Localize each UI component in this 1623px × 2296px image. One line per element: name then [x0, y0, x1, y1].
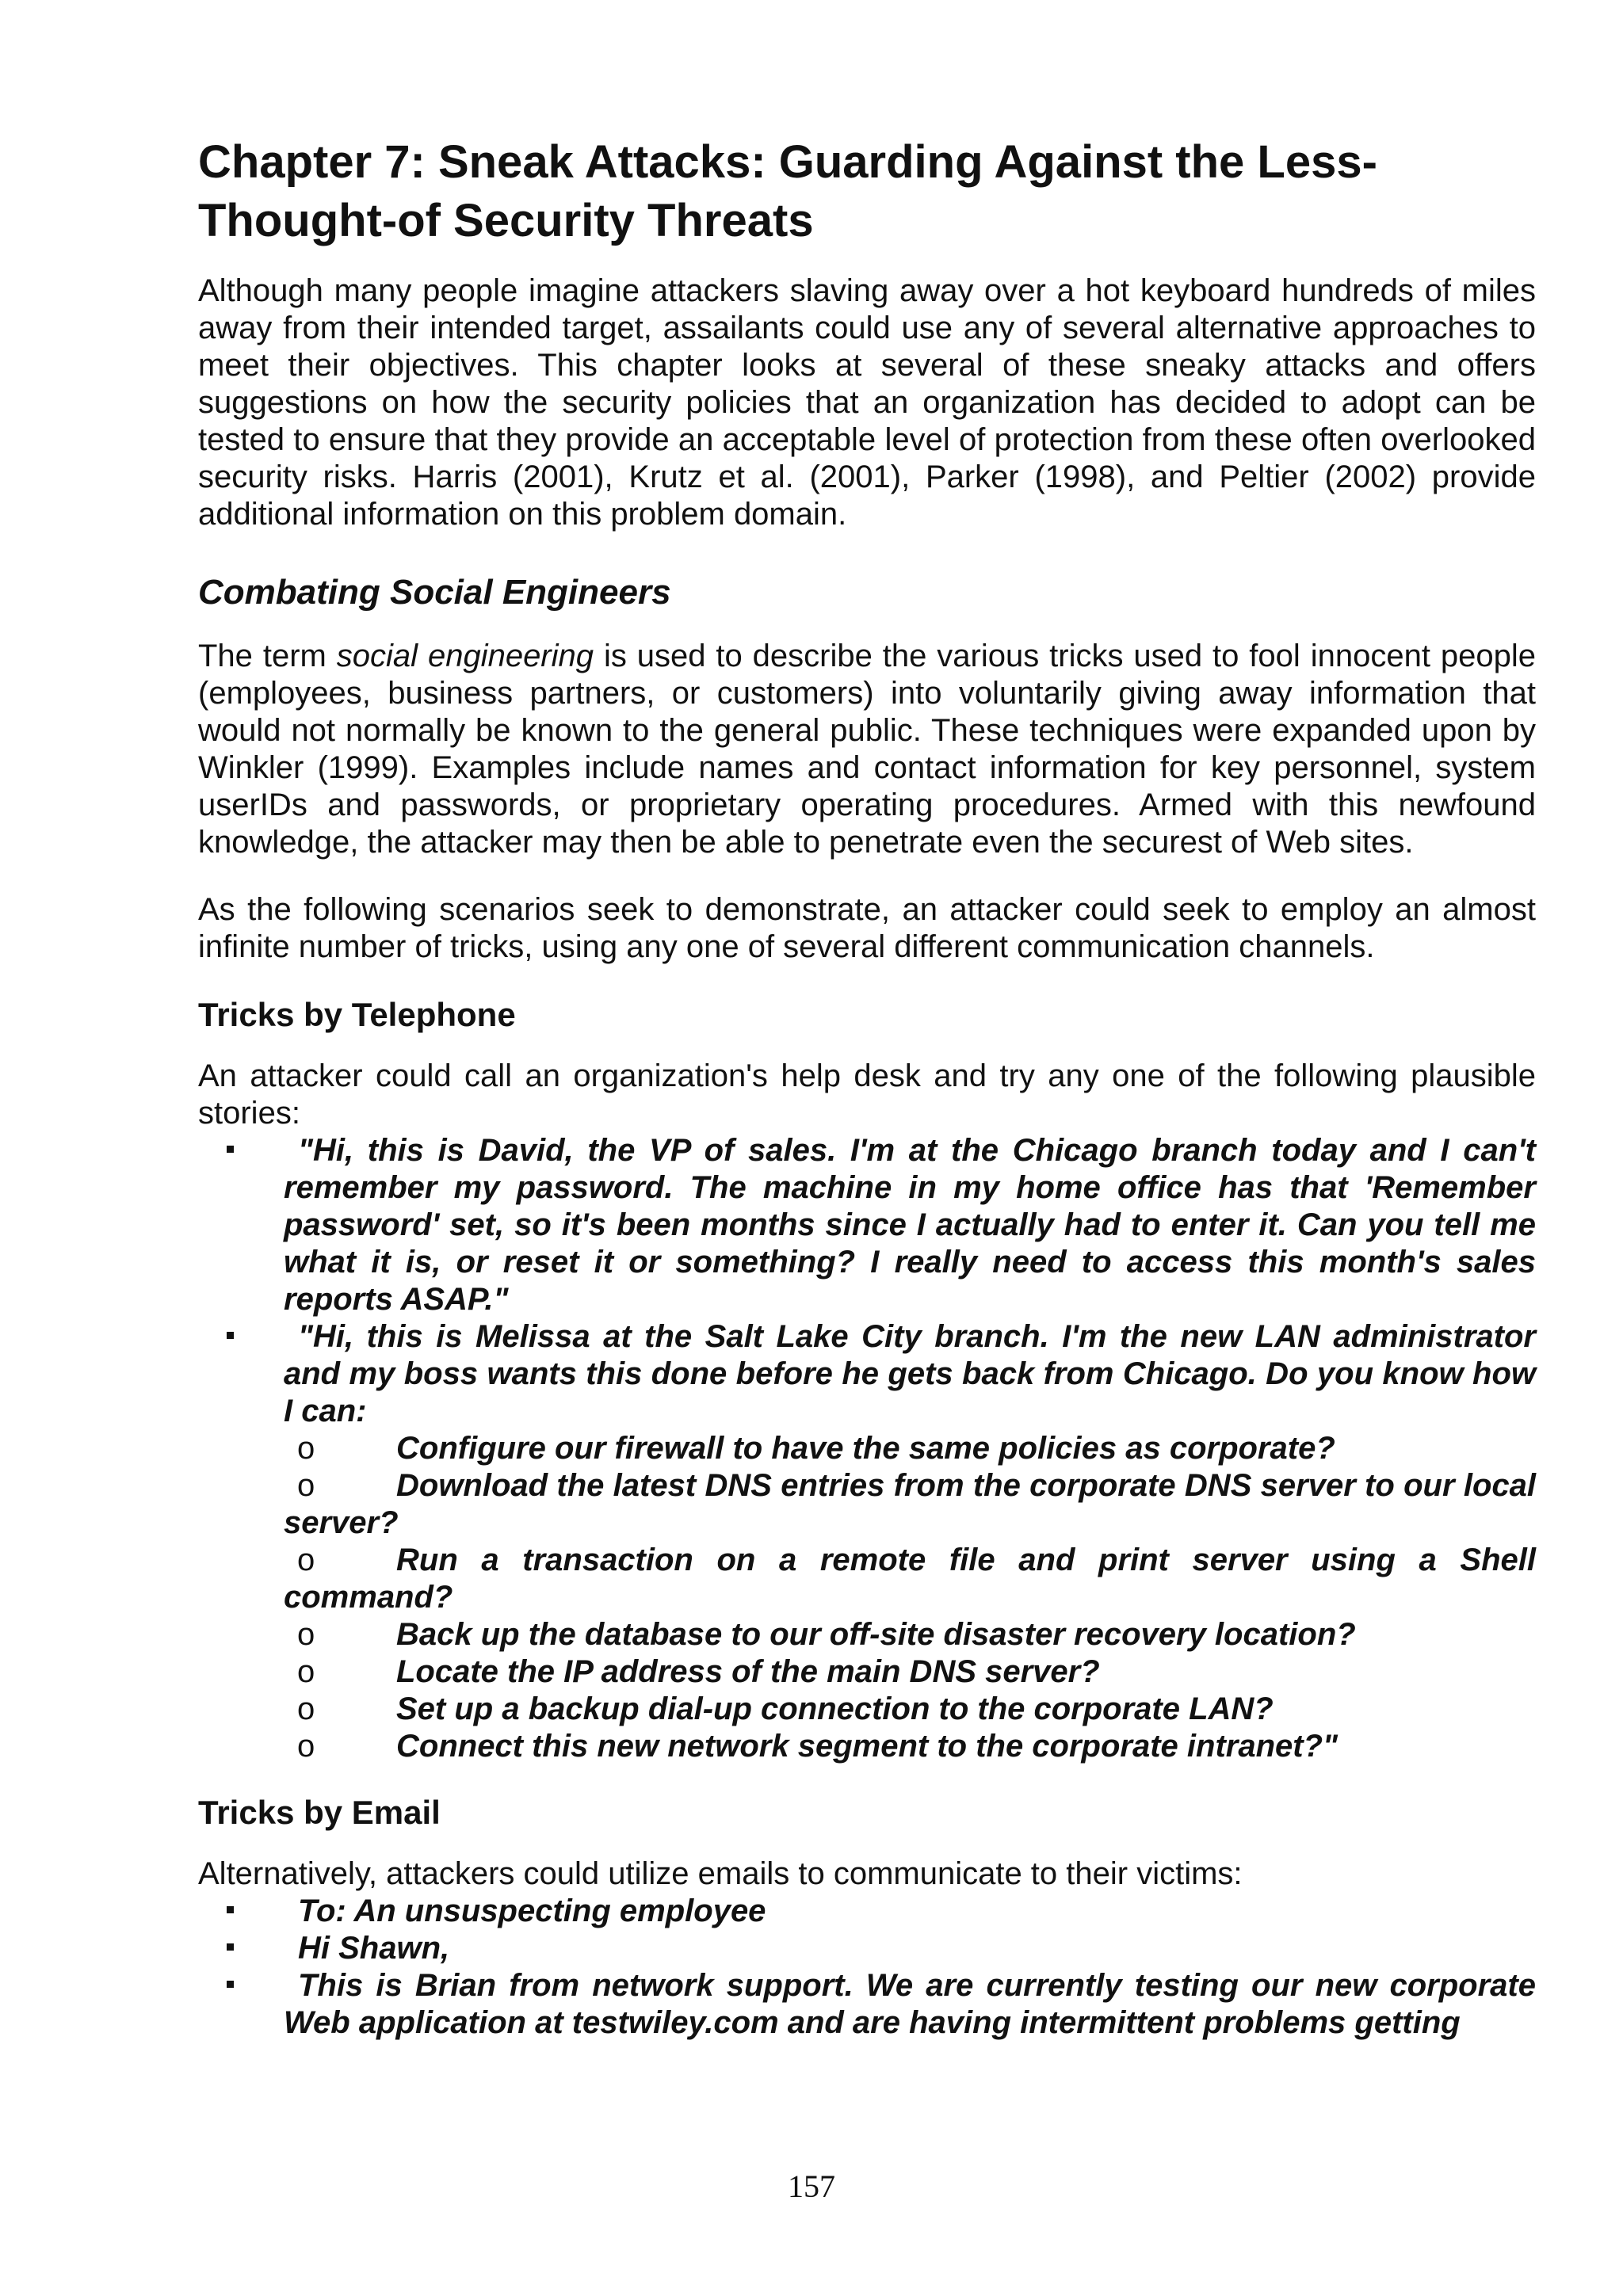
quote-text: "Hi, this is Melissa at the Salt Lake City branch. I'm the new LAN administrator and my boss wants this done before he gets back from Chicago. Do you know how I can:: [284, 1319, 1536, 1428]
chapter-title-line-2: Thought-of Security Threats: [198, 195, 814, 246]
circle-bullet-icon: o: [297, 1729, 315, 1764]
sub-item-text: Locate the IP address of the main DNS server?: [396, 1654, 1100, 1689]
square-bullet-icon: [227, 1906, 234, 1913]
page-content: [198, 133, 1536, 2042]
intro-paragraph: Although many people imagine attackers slaving away over a hot keyboard hundreds of miles away from their intended target, assailants could use any of several alternative approaches to meet their objectives. This chapter looks at several of these sneaky attacks and offers suggestions on how the security policies that an organization has decided to adopt can be tested to ensure that they provide an acceptable level of protection from these often overlooked security risks. Harris (2001), Krutz et al. (2001), Parker (1998), and Peltier (2002) provide additional information on this problem domain.: [198, 273, 1536, 532]
list-item: [198, 1132, 1536, 1318]
telephone-quote-list: [198, 1132, 1536, 1430]
social-engineering-paragraph: [198, 638, 1536, 861]
list-item: [198, 1967, 1536, 2042]
subheading-telephone: Tricks by Telephone: [198, 996, 516, 1033]
social-engineering-term: social engineering: [336, 639, 594, 673]
sub-item-text: Back up the database to our off-site disaster recovery location?: [396, 1617, 1356, 1652]
circle-bullet-icon: o: [297, 1617, 315, 1652]
email-item-text: This is Brian from network support. We are currently testing our new corporate Web application at testwiley.com and are having intermittent problems getting: [284, 1968, 1536, 2040]
circle-bullet-icon: o: [297, 1468, 315, 1503]
section-heading-social-engineers: Combating Social Engineers: [198, 573, 671, 612]
list-item: [198, 1893, 1536, 1930]
list-item: [198, 1653, 1536, 1691]
email-item-text: Hi Shawn,: [298, 1931, 450, 1966]
square-bullet-icon: [227, 1146, 234, 1153]
circle-bullet-icon: o: [297, 1654, 315, 1689]
list-item: [198, 1430, 1536, 1467]
quote-text: "Hi, this is David, the VP of sales. I'm at the Chicago branch today and I can't remember my password. The machine in my home office has that 'Remember password' set, so it's been months since I actually had to enter it. Can you tell me what it is, or reset it or something? I really need to access this month's sales reports ASAP.": [284, 1133, 1536, 1317]
list-item: [198, 1728, 1536, 1765]
email-list: [198, 1893, 1536, 2042]
square-bullet-icon: [227, 1332, 234, 1339]
sub-item-text: Download the latest DNS entries from the corporate DNS server to our local server?: [284, 1468, 1536, 1540]
circle-bullet-icon: o: [297, 1431, 315, 1466]
telephone-intro: An attacker could call an organization's help desk and try any one of the following plausible stories:: [198, 1058, 1536, 1131]
sub-item-text: Configure our firewall to have the same policies as corporate?: [396, 1431, 1335, 1466]
email-intro: Alternatively, attackers could utilize emails to communicate to their victims:: [198, 1856, 1243, 1891]
list-item: [198, 1691, 1536, 1728]
page-number: 157: [788, 2168, 835, 2204]
telephone-sub-list: [198, 1430, 1536, 1765]
circle-bullet-icon: o: [297, 1543, 315, 1577]
list-item: [198, 1318, 1536, 1430]
square-bullet-icon: [227, 1981, 234, 1988]
list-item: [198, 1616, 1536, 1653]
social-p1-before: The term: [198, 639, 327, 673]
subheading-email: Tricks by Email: [198, 1794, 441, 1831]
square-bullet-icon: [227, 1943, 234, 1951]
circle-bullet-icon: o: [297, 1691, 315, 1726]
sub-item-text: Set up a backup dial-up connection to the corporate LAN?: [396, 1691, 1274, 1726]
sub-item-text: Connect this new network segment to the corporate intranet?": [396, 1729, 1338, 1764]
list-item: [198, 1930, 1536, 1967]
email-item-text: To: An unsuspecting employee: [298, 1894, 766, 1928]
list-item: [198, 1467, 1536, 1542]
chapter-title: [198, 133, 1536, 250]
social-p1-after: is used to describe the various tricks used to fool innocent people (employees, business partners, or customers) into voluntarily giving away information that would not normally be known to the general public. These techniques were expanded upon by Winkler (1999). Examples include names and contact information for key personnel, system userIDs and passwords, or proprietary operating procedures. Armed with this newfound knowledge, the attacker may then be able to penetrate even the securest of Web sites.: [198, 639, 1536, 860]
scenarios-paragraph: As the following scenarios seek to demonstrate, an attacker could seek to employ an almost infinite number of tricks, using any one of several different communication channels.: [198, 892, 1536, 964]
list-item: [198, 1542, 1536, 1616]
sub-item-text: Run a transaction on a remote file and print server using a Shell command?: [284, 1543, 1536, 1615]
chapter-title-line-1: Chapter 7: Sneak Attacks: Guarding Against the Less-: [198, 136, 1377, 188]
